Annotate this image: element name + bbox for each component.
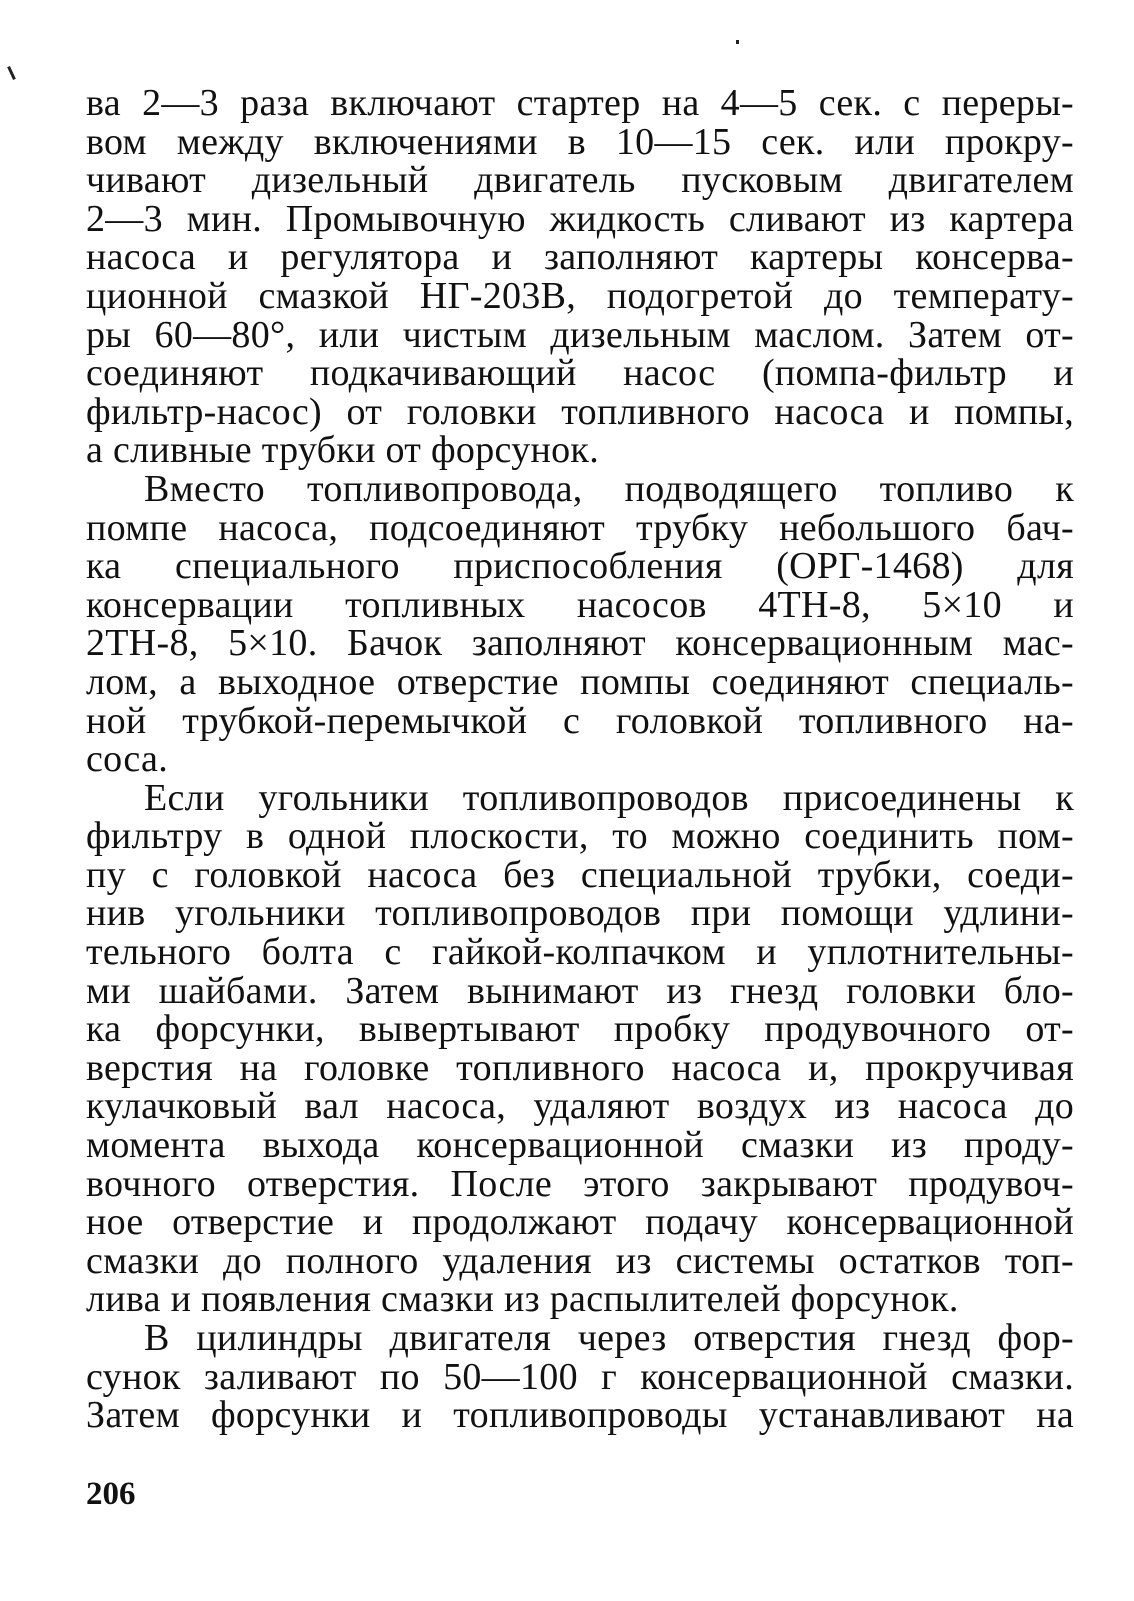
text-line: момента выхода консервационной смазки из проду- <box>86 1124 1074 1167</box>
text-line: консервации топливных насосов 4ТН-8, 5×10 и <box>86 583 1074 626</box>
page-text <box>86 84 1074 1435</box>
page-number: 206 <box>86 1476 136 1512</box>
text-line: ры 60—80°, или чистым дизельным маслом. Затем от- <box>86 313 1074 356</box>
text-line: помпе насоса, подсоединяют трубку небольшого бач- <box>86 506 1074 549</box>
text-line: фильтр-насос) от головки топливного насоса и помпы, <box>86 390 1074 433</box>
text-line: кулачковый вал насоса, удаляют воздух из насоса до <box>86 1085 1074 1128</box>
text-line: ми шайбами. Затем вынимают из гнезд головки бло- <box>86 969 1074 1012</box>
text-line: ное отверстие и продолжают подачу консервационной <box>86 1201 1074 1244</box>
text-line: вом между включениями в 10—15 сек. или прокру- <box>86 120 1074 163</box>
text-line: чивают дизельный двигатель пусковым двигателем <box>86 159 1074 202</box>
text-line: фильтру в одной плоскости, то можно соединить пом- <box>86 815 1074 858</box>
text-line: ка форсунки, вывертывают пробку продувочного от- <box>86 1008 1074 1051</box>
text-line: Если угольники топливопроводов присоединены к <box>144 776 1074 819</box>
text-line: соединяют подкачивающий насос (помпа-фильтр и <box>86 352 1074 395</box>
text-line: нив угольники топливопроводов при помощи удлини- <box>86 892 1074 935</box>
text-line: лива и появления смазки из распылителей форсунок. <box>86 1278 959 1321</box>
text-line: ва 2—3 раза включают стартер на 4—5 сек. с переры- <box>86 82 1074 124</box>
text-line: Затем форсунки и топливопроводы устанавливают на <box>86 1394 1074 1437</box>
text-line: насоса и регулятора и заполняют картеры консерва- <box>86 236 1074 279</box>
text-line: лом, а выходное отверстие помпы соединяют специаль- <box>86 660 1074 703</box>
text-line: 2—3 мин. Промывочную жидкость сливают из картера <box>86 197 1074 240</box>
text-line: тельного болта с гайкой-колпачком и уплотнительны- <box>86 931 1074 974</box>
text-line: ной трубкой-перемычкой с головкой топливного на- <box>86 699 1074 742</box>
text-line: смазки до полного удаления из системы остатков топ- <box>86 1239 1074 1282</box>
text-line: соса. <box>86 738 169 781</box>
text-line: а сливные трубки от форсунок. <box>86 429 599 472</box>
text-line: 2ТН-8, 5×10. Бачок заполняют консервационным мас- <box>86 622 1074 665</box>
text-line: пу с головкой насоса без специальной трубки, соеди- <box>86 853 1074 896</box>
text-line: Вместо топливопровода, подводящего топливо к <box>144 467 1074 510</box>
text-line: ка специального приспособления (ОРГ-1468) для <box>86 545 1074 588</box>
scan-mark <box>7 66 16 80</box>
text-line: ционной смазкой НГ-203В, подогретой до температу- <box>86 274 1074 317</box>
text-line: сунок заливают по 50—100 г консервационной смазки. <box>86 1355 1074 1398</box>
scan-dot <box>736 40 739 44</box>
text-line: вочного отверстия. После этого закрывают продувоч- <box>86 1162 1074 1205</box>
text-line: верстия на головке топливного насоса и, прокручивая <box>86 1046 1074 1089</box>
text-line: В цилиндры двигателя через отверстия гнезд фор- <box>144 1317 1074 1359</box>
